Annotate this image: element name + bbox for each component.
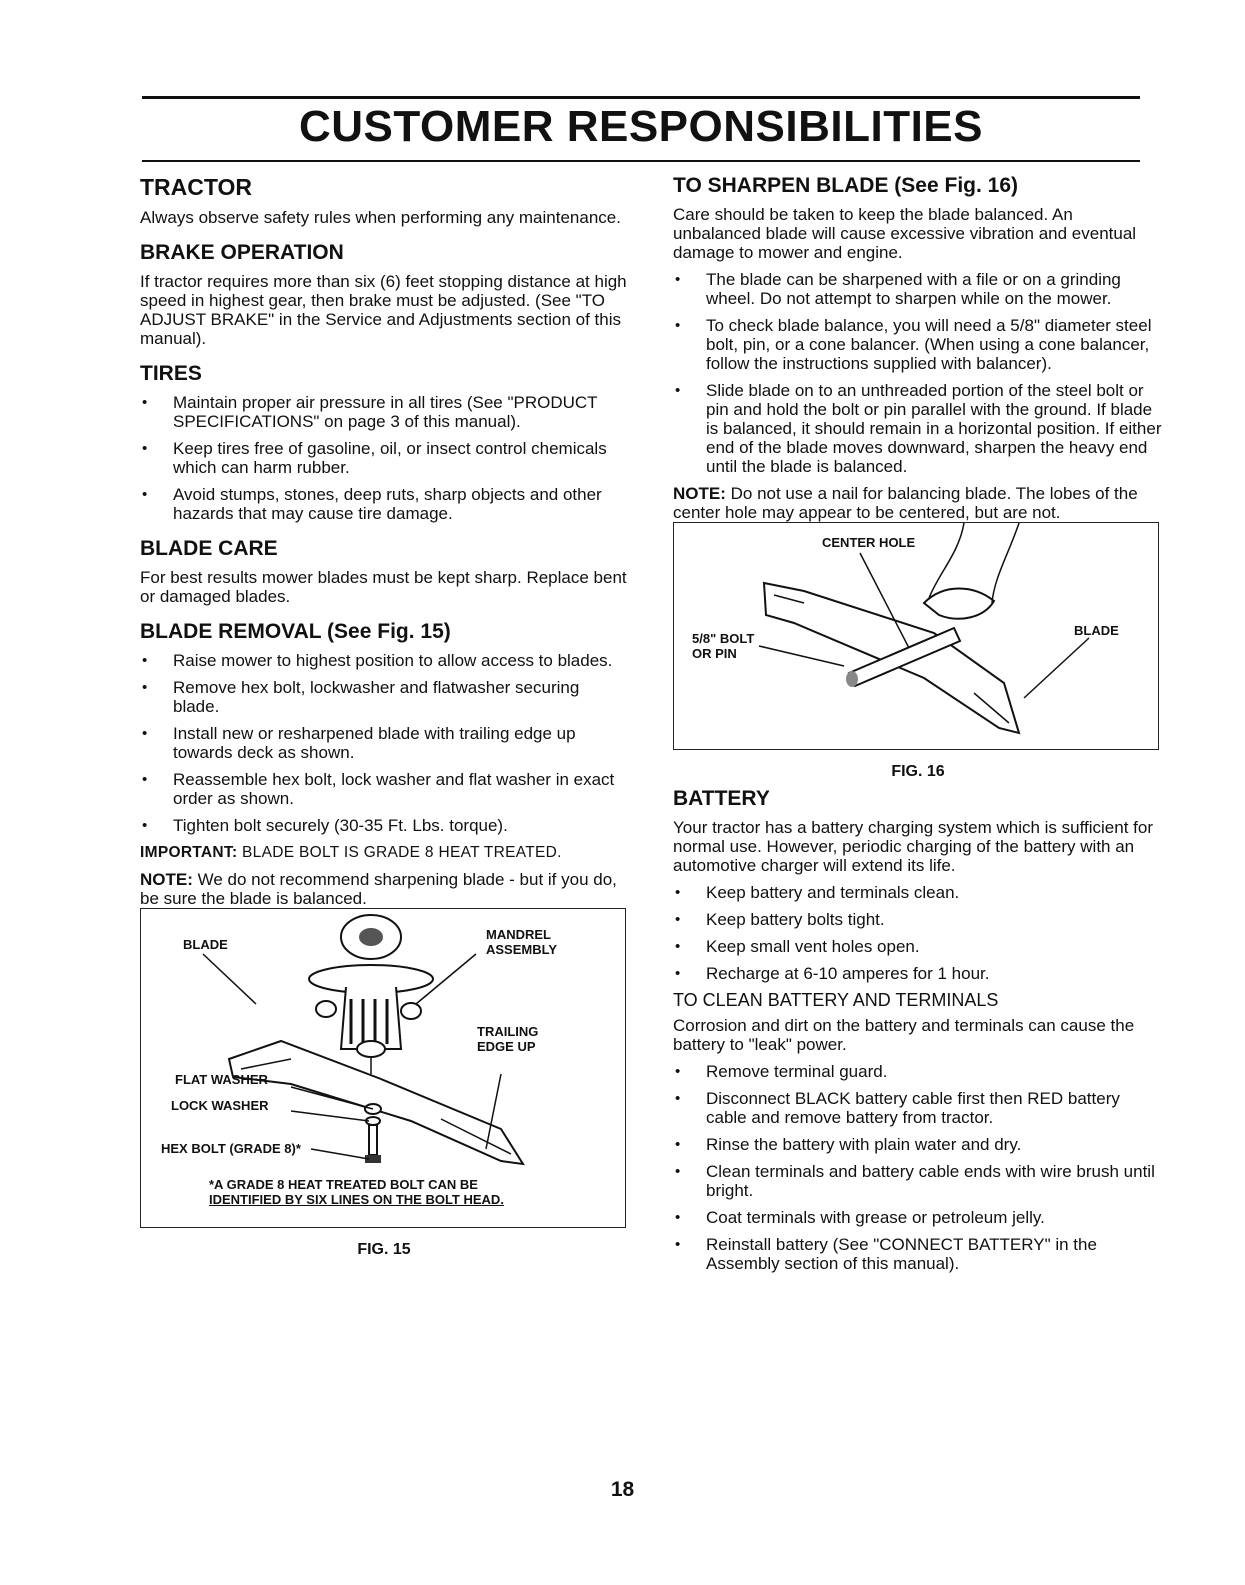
fig15-footnote-1: *A GRADE 8 HEAT TREATED BOLT CAN BE: [209, 1177, 478, 1192]
fig15-label-flat-washer: FLAT WASHER: [175, 1072, 268, 1087]
list-item: • Slide blade on to an unthreaded portion of the steel bolt or pin and hold the bolt or pin parallel with the ground. If blade is balanced, it should remain in a horizontal position. If either end of the blade moves downward, sharpen the heavy end until the blade is balanced.: [673, 381, 1163, 476]
list-item: • Keep tires free of gasoline, oil, or insect control chemicals which can harm rubber.: [140, 439, 628, 477]
list-item: • To check blade balance, you will need a 5/8" diameter steel bolt, pin, or a cone balancer. (When using a cone balancer, follow the instructions supplied with balancer).: [673, 316, 1163, 373]
list-item: • Remove terminal guard.: [673, 1062, 1163, 1081]
important-note: [140, 843, 628, 862]
list-item: • Install new or resharpened blade with trailing edge up towards deck as shown.: [140, 724, 628, 762]
figure-16: [673, 522, 1159, 750]
list-item: • Coat terminals with grease or petroleum jelly.: [673, 1208, 1163, 1227]
fig15-caption: FIG. 15: [357, 1241, 411, 1258]
tires-list: [140, 393, 628, 523]
list-item: • Reinstall battery (See "CONNECT BATTERY" in the Assembly section of this manual).: [673, 1235, 1163, 1273]
fig16-label-bolt-2: OR PIN: [692, 646, 737, 661]
list-item: • Tighten bolt securely (30-35 Ft. Lbs. torque).: [140, 816, 628, 835]
battery-text: Your tractor has a battery charging system which is sufficient for normal use. However, periodic charging of the battery with an automotive charger will extend its life.: [673, 818, 1154, 875]
page-title: CUSTOMER RESPONSIBILITIES: [299, 102, 983, 151]
fig15-footnote-2: IDENTIFIED BY SIX LINES ON THE BOLT HEAD.: [209, 1192, 504, 1207]
fig15-label-trailing-2: EDGE UP: [477, 1039, 536, 1054]
fig16-label-bolt-1: 5/8" BOLT: [692, 631, 755, 646]
note-label: NOTE:: [673, 484, 726, 503]
fig15-label-trailing-1: TRAILING: [477, 1024, 539, 1039]
fig15-label-lock-washer: LOCK WASHER: [171, 1098, 269, 1113]
sharpen-list: [673, 270, 1163, 476]
removal-note: [140, 870, 628, 908]
note-text: Do not use a nail for balancing blade. The lobes of the center hole may appear to be centered, but are not.: [673, 484, 1138, 522]
list-item: • Keep small vent holes open.: [673, 937, 1163, 956]
sharpen-text: Care should be taken to keep the blade balanced. An unbalanced blade will cause excessive vibration and eventual damage to mower and engine.: [673, 205, 1137, 262]
tires-heading: TIRES: [140, 362, 202, 385]
clean-battery-list: [673, 1062, 1163, 1273]
sharpen-heading: TO SHARPEN BLADE (See Fig. 16): [673, 174, 1019, 197]
list-item: • Rinse the battery with plain water and dry.: [673, 1135, 1163, 1154]
tractor-text: Always observe safety rules when performing any maintenance.: [140, 208, 621, 227]
sharpen-note: [673, 484, 1163, 522]
note-label: NOTE:: [140, 870, 193, 889]
fig15-label-hex-bolt: HEX BOLT (GRADE 8)*: [161, 1141, 301, 1156]
blade-care-text: For best results mower blades must be kept sharp. Replace bent or damaged blades.: [140, 568, 627, 606]
fig15-label-blade: BLADE: [183, 937, 228, 952]
important-text: BLADE BOLT IS GRADE 8 HEAT TREATED.: [242, 844, 562, 861]
fig16-label-center-hole: CENTER HOLE: [822, 535, 916, 550]
clean-battery-text: Corrosion and dirt on the battery and terminals can cause the battery to "leak" power.: [673, 1016, 1135, 1054]
title-underline: [142, 160, 1140, 162]
list-item: • Raise mower to highest position to allow access to blades.: [140, 651, 628, 670]
list-item: • Keep battery and terminals clean.: [673, 883, 1163, 902]
list-item: • The blade can be sharpened with a file or on a grinding wheel. Do not attempt to sharpen while on the mower.: [673, 270, 1163, 308]
note-text: We do not recommend sharpening blade - but if you do, be sure the blade is balanced.: [140, 870, 617, 908]
list-item: • Clean terminals and battery cable ends with wire brush until bright.: [673, 1162, 1163, 1200]
right-column: [673, 172, 1163, 1281]
list-item: • Reassemble hex bolt, lock washer and flat washer in exact order as shown.: [140, 770, 628, 808]
blade-removal-heading: BLADE REMOVAL (See Fig. 15): [140, 620, 451, 643]
fig15-label-mandrel-1: MANDREL: [486, 927, 551, 942]
list-item: • Maintain proper air pressure in all tires (See "PRODUCT SPECIFICATIONS" on page 3 of this manual).: [140, 393, 628, 431]
left-column: [140, 172, 628, 1271]
list-item: • Recharge at 6-10 amperes for 1 hour.: [673, 964, 1163, 983]
battery-heading: BATTERY: [673, 787, 770, 810]
fig16-label-blade: BLADE: [1074, 623, 1119, 638]
top-rule: [142, 96, 1140, 99]
tractor-heading: TRACTOR: [140, 174, 253, 200]
list-item: • Avoid stumps, stones, deep ruts, sharp objects and other hazards that may cause tire damage.: [140, 485, 628, 523]
list-item: • Disconnect BLACK battery cable first then RED battery cable and remove battery from tractor.: [673, 1089, 1163, 1127]
important-label: IMPORTANT:: [140, 844, 238, 861]
figure-15: [140, 908, 626, 1228]
fig15-label-mandrel-2: ASSEMBLY: [486, 942, 558, 957]
brake-text: If tractor requires more than six (6) feet stopping distance at high speed in highest gear, then brake must be adjusted. (See "TO ADJUST BRAKE" in the Service and Adjustments section of this manual).: [140, 272, 627, 348]
list-item: • Remove hex bolt, lockwasher and flatwasher securing blade.: [140, 678, 628, 716]
page-number: 18: [610, 1478, 635, 1501]
battery-list: [673, 883, 1163, 983]
list-item: • Keep battery bolts tight.: [673, 910, 1163, 929]
blade-care-heading: BLADE CARE: [140, 537, 278, 560]
brake-heading: BRAKE OPERATION: [140, 241, 344, 264]
fig16-caption: FIG. 16: [891, 763, 945, 780]
blade-removal-list: [140, 651, 628, 835]
clean-battery-heading: TO CLEAN BATTERY AND TERMINALS: [673, 990, 999, 1010]
